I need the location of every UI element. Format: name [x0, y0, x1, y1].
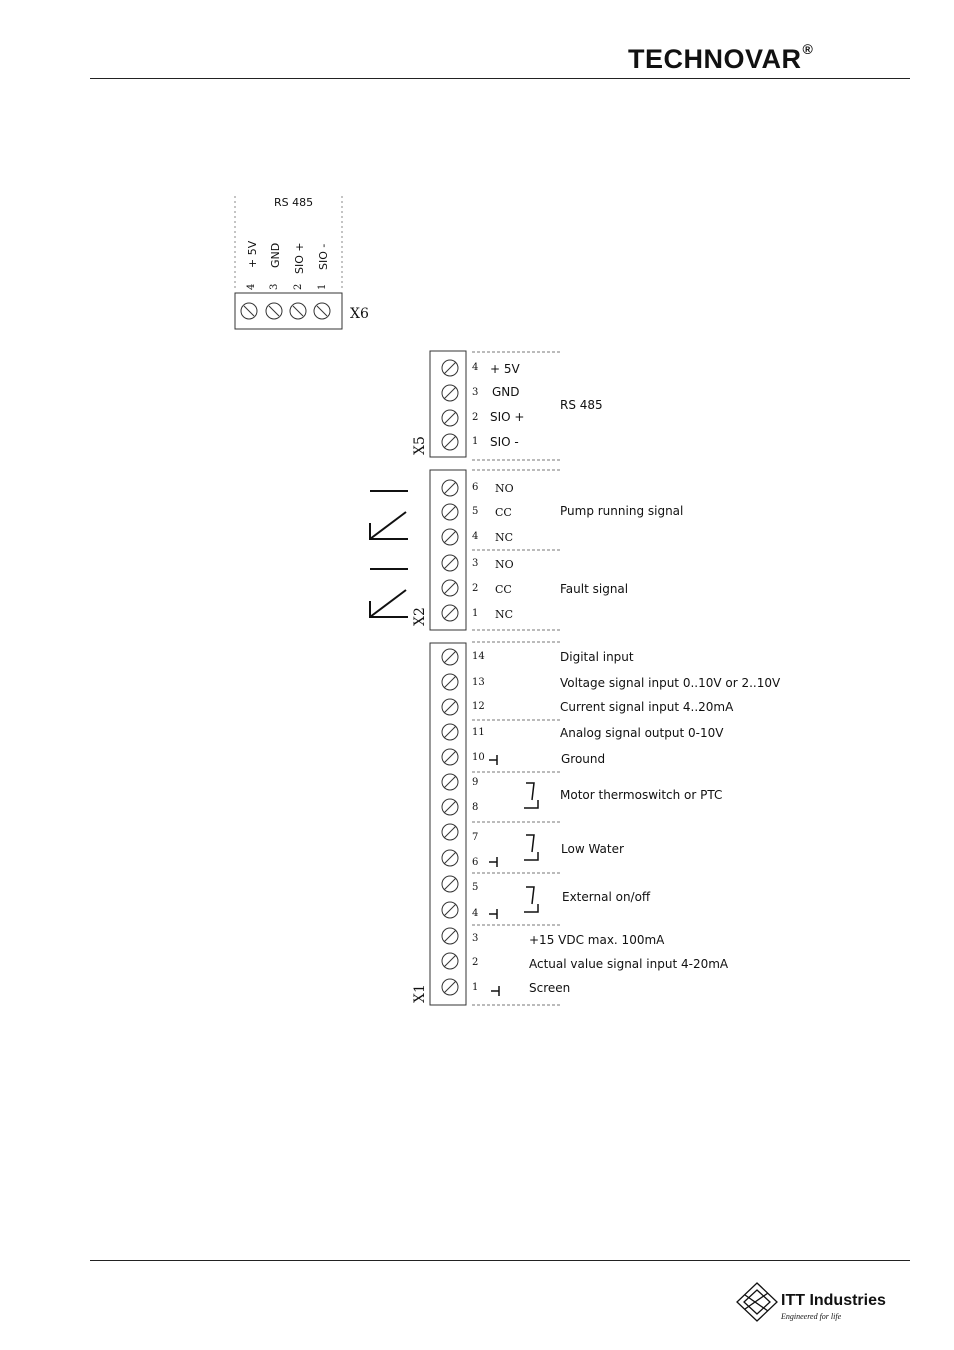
- x6-pin-4-number: 4: [246, 283, 257, 290]
- x1-pin-6-number: 6: [472, 857, 479, 868]
- x1-pin-8-number: 8: [472, 802, 479, 813]
- x5-group-label: RS 485: [560, 398, 603, 412]
- x6-pin-2-label: SIO +: [293, 242, 306, 274]
- fault-relay-common-lever: [370, 590, 406, 617]
- x1-pin-9-number: 9: [472, 777, 479, 788]
- x5-pin-4-number: 4: [472, 362, 479, 373]
- x6-pin-4-label: + 5V: [246, 240, 259, 268]
- group-separators: [472, 352, 562, 1005]
- x1-pin-12-number: 12: [472, 701, 485, 712]
- external-onoff-label: External on/off: [562, 890, 651, 904]
- x1-pin-10-number: 10: [472, 752, 485, 763]
- x1-connector-label: X1: [412, 984, 428, 1003]
- brand-name: TECHNOVAR: [628, 44, 802, 74]
- x2-pin-4-label: NC: [495, 531, 514, 544]
- ground-label: Ground: [561, 752, 606, 766]
- current-signal-input-label: Current signal input 4..20mA: [560, 700, 734, 714]
- motor-thermoswitch-label: Motor thermoswitch or PTC: [560, 788, 723, 802]
- x2-pin-3-number: 3: [472, 558, 479, 569]
- registered-mark: ®: [802, 41, 814, 57]
- x6-pin-1-label: SIO -: [317, 243, 330, 270]
- x5-terminal-screws: [442, 360, 458, 450]
- x2-terminal-block: [430, 470, 466, 630]
- x6-pin-2-number: 2: [293, 283, 304, 290]
- x2-pin-5-number: 5: [472, 506, 479, 517]
- itt-company-name: ITT Industries: [781, 1292, 886, 1309]
- x1-pin-11-number: 11: [472, 727, 485, 738]
- relay-contact-symbols: [370, 491, 408, 617]
- x6-connector-label: X6: [350, 306, 369, 322]
- x1-pin-2-number: 2: [472, 957, 479, 968]
- x5-pin-2-label: SIO +: [490, 410, 525, 424]
- low-water-switch-symbol: [524, 835, 538, 860]
- footer-rule: [90, 1260, 910, 1261]
- x2-connector-label: X2: [412, 607, 428, 626]
- x5-connector-label: X5: [412, 436, 428, 455]
- itt-tagline: Engineered for life: [781, 1312, 842, 1321]
- x6-pin-3-label: GND: [269, 242, 282, 268]
- x1-pin-3-number: 3: [472, 933, 479, 944]
- x5-pin-3-number: 3: [472, 387, 479, 398]
- actual-value-signal-input-label: Actual value signal input 4-20mA: [529, 957, 729, 971]
- x6-pin-1-number: 1: [317, 283, 328, 290]
- x2-pin-4-number: 4: [472, 531, 479, 542]
- x1-pin-7-number: 7: [472, 832, 479, 843]
- x5-terminal-block: [430, 351, 466, 457]
- supply-15vdc-label: +15 VDC max. 100mA: [529, 933, 665, 947]
- pump-relay-common-lever: [370, 512, 406, 539]
- screen-label: Screen: [529, 981, 571, 995]
- x5-pin-1-number: 1: [472, 436, 479, 447]
- external-onoff-switch-symbol: [524, 887, 538, 912]
- x1-pin-13-number: 13: [472, 677, 485, 688]
- x2-terminal-screws: [442, 480, 458, 621]
- x6-terminal-screws: [241, 303, 330, 319]
- pump-running-signal-label: Pump running signal: [560, 504, 684, 518]
- digital-input-label: Digital input: [560, 650, 634, 664]
- x2-pin-1-number: 1: [472, 608, 479, 619]
- x1-pin-1-number: 1: [472, 982, 479, 993]
- x2-pin-6-number: 6: [472, 482, 479, 493]
- fault-signal-label: Fault signal: [560, 582, 629, 596]
- analog-signal-output-label: Analog signal output 0-10V: [560, 726, 724, 740]
- x2-pin-5-label: CC: [495, 506, 512, 519]
- x2-pin-1-label: NC: [495, 608, 514, 621]
- low-water-label: Low Water: [561, 842, 624, 856]
- x5-pin-4-label: + 5V: [490, 362, 520, 376]
- ground-symbol-pin-10: [489, 755, 497, 765]
- x1-pin-4-number: 4: [472, 908, 479, 919]
- x2-pin-2-number: 2: [472, 583, 479, 594]
- ground-symbol-pin-4: [489, 909, 497, 919]
- x2-pin-6-label: NO: [495, 482, 514, 495]
- ground-symbol-pin-1: [491, 986, 499, 996]
- x5-pin-3-label: GND: [492, 385, 520, 399]
- x2-pin-2-label: CC: [495, 583, 512, 596]
- x1-terminal-screws: [442, 649, 458, 995]
- ground-symbol-pin-6: [489, 857, 497, 867]
- x5-pin-2-number: 2: [472, 412, 479, 423]
- x6-pin-3-number: 3: [269, 283, 280, 290]
- x6-terminal-block: [235, 293, 342, 329]
- itt-logo-icon: [737, 1283, 777, 1321]
- x2-pin-3-label: NO: [495, 558, 514, 571]
- x5-pin-1-label: SIO -: [490, 435, 519, 449]
- x1-pin-5-number: 5: [472, 882, 479, 893]
- x6-title: RS 485: [274, 196, 314, 209]
- voltage-signal-input-label: Voltage signal input 0..10V or 2..10V: [560, 676, 781, 690]
- x1-pin-14-number: 14: [472, 651, 485, 662]
- motor-thermoswitch-symbol: [524, 783, 538, 808]
